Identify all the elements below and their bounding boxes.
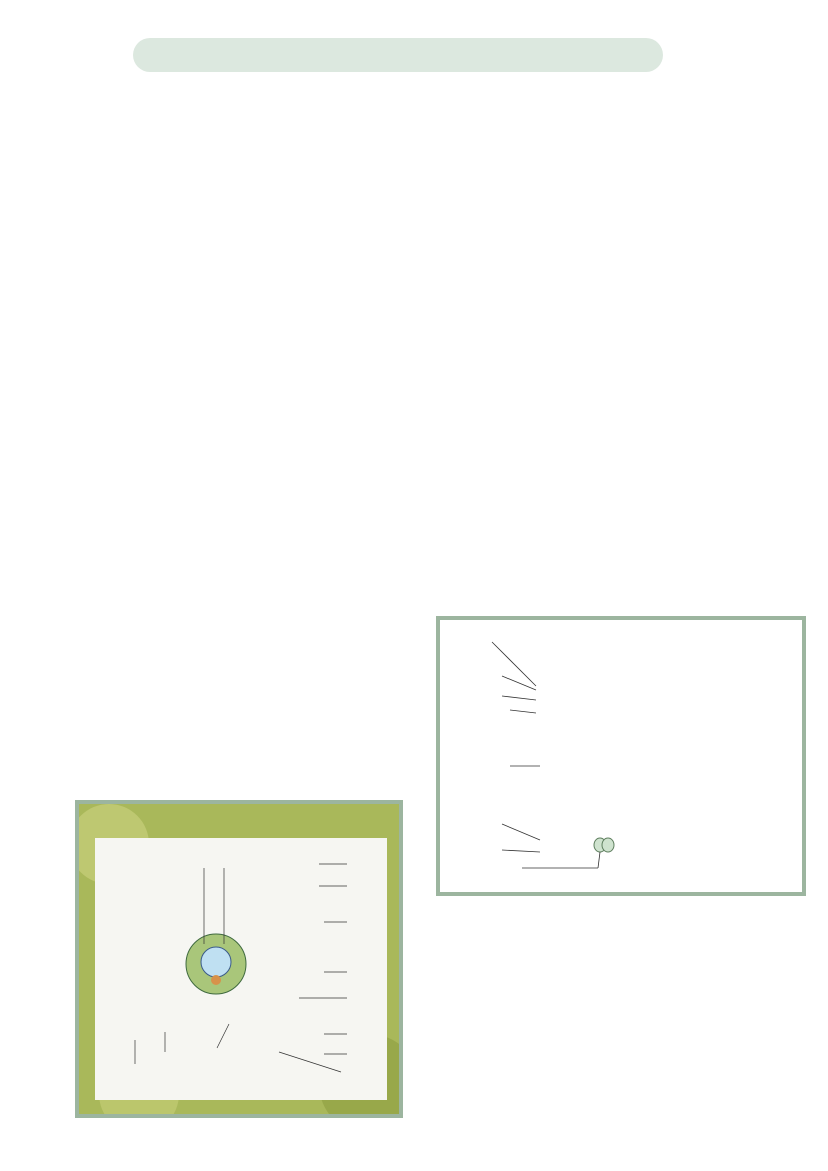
leaf-cross-section-diagram	[436, 616, 806, 896]
leaf-textbook-photo	[75, 800, 403, 1118]
leader-lines	[492, 642, 600, 868]
stoma-guard-cell	[602, 838, 614, 852]
xylem-vessels	[201, 947, 231, 977]
title-highlight	[133, 38, 663, 72]
leaf-photo-svg	[79, 804, 399, 1114]
leaf-diagram-svg	[440, 620, 802, 892]
phloem-cells	[211, 975, 221, 985]
